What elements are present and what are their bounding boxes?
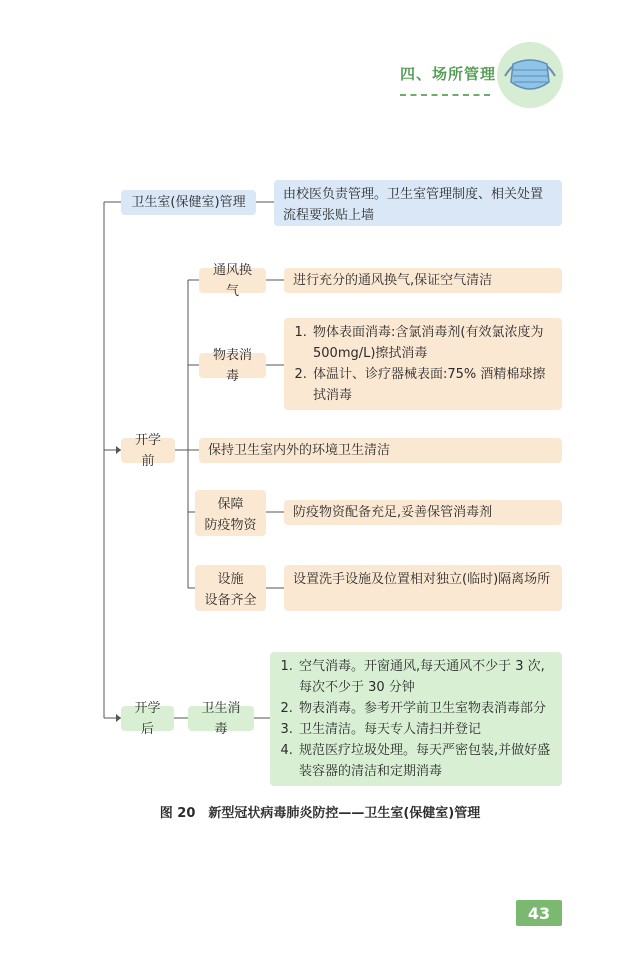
node-environment-desc: 保持卫生室内外的环境卫生清洁 xyxy=(199,438,562,463)
list-item: 1. 物体表面消毒:含氯消毒剂(有效氯浓度为500mg/L)擦拭消毒 xyxy=(311,322,553,364)
node-hygiene-disinfection: 卫生消毒 xyxy=(188,706,254,731)
node-surface-disinfection: 物表消毒 xyxy=(199,353,266,378)
node-ventilation: 通风换气 xyxy=(199,268,266,293)
list-item: 2. 体温计、诊疗器械表面:75% 酒精棉球擦拭消毒 xyxy=(311,364,553,406)
node-infirmary: 卫生室(保健室)管理 xyxy=(121,190,256,215)
node-hygiene-desc xyxy=(270,652,562,786)
figure-caption: 图 20 新型冠状病毒肺炎防控——卫生室(保健室)管理 xyxy=(159,806,481,821)
list-item: 1. 空气消毒。开窗通风,每天通风不少于 3 次,每次不少于 30 分钟 xyxy=(297,656,553,698)
node-after-school: 开学后 xyxy=(121,706,174,731)
node-facilities-line1: 设施 xyxy=(217,572,244,587)
node-supplies-line1: 保障 xyxy=(217,497,244,512)
section-title: 四、场所管理 xyxy=(400,65,497,83)
node-supplies-desc: 防疫物资配备充足,妥善保管消毒剂 xyxy=(284,500,562,525)
node-supplies-line2: 防疫物资 xyxy=(204,518,257,533)
node-facilities-desc: 设置洗手设施及位置相对独立(临时)隔离场所 xyxy=(284,565,562,611)
node-infirmary-desc: 由校医负责管理。卫生室管理制度、相关处置流程要张贴上墙 xyxy=(274,180,562,226)
page-number: 43 xyxy=(516,900,562,926)
list-item: 4. 规范医疗垃圾处理。每天严密包装,并做好盛装容器的清洁和定期消毒 xyxy=(297,740,553,782)
node-facilities-line2: 设备齐全 xyxy=(204,593,257,608)
list-item: 3. 卫生清洁。每天专人清扫并登记 xyxy=(297,719,553,740)
list-item: 2. 物表消毒。参考开学前卫生室物表消毒部分 xyxy=(297,698,553,719)
node-surface-desc xyxy=(284,318,562,410)
node-ventilation-desc: 进行充分的通风换气,保证空气清洁 xyxy=(284,268,562,293)
node-supplies xyxy=(195,490,266,536)
node-facilities xyxy=(195,565,266,611)
node-before-school: 开学前 xyxy=(121,438,175,463)
